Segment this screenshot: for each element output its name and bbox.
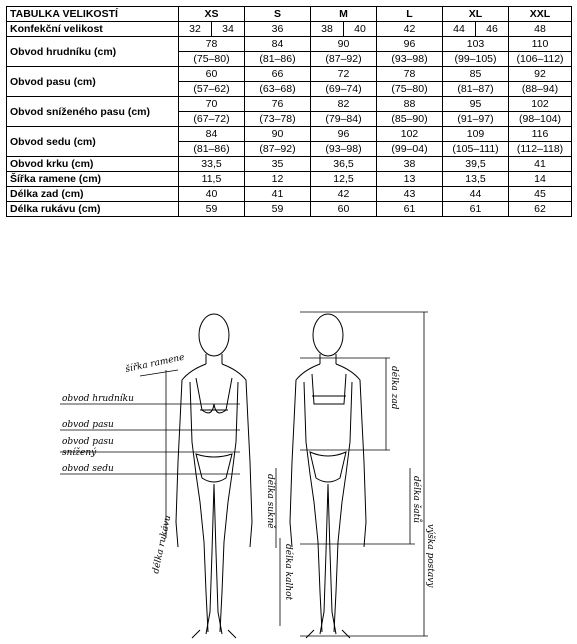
table-row (7, 37, 572, 52)
table-cell: (99–04) (377, 142, 443, 157)
table-cell: 11,5 (179, 172, 245, 187)
table-cell: 102 (377, 127, 443, 142)
split-cell (311, 22, 376, 36)
table-cell (311, 22, 377, 37)
table-cell: (87–92) (245, 142, 311, 157)
table-cell: 66 (245, 67, 311, 82)
size-header-cell: XXL (509, 7, 572, 22)
table-cell: 36 (245, 22, 311, 37)
label-delka-sukne: délka sukně (265, 474, 275, 529)
table-row (7, 172, 572, 187)
table-cell: (85–90) (377, 112, 443, 127)
table-cell: 92 (509, 67, 572, 82)
label-delka-saty: délka šatů (411, 476, 421, 524)
table-cell (179, 22, 245, 37)
table-cell: 33,5 (179, 157, 245, 172)
label-obvod-hrudniku: obvod hrudníku (62, 394, 134, 404)
table-cell: (75–80) (179, 52, 245, 67)
row-label: Obvod sedu (cm) (7, 127, 179, 157)
table-row (7, 157, 572, 172)
table-cell: 116 (509, 127, 572, 142)
table-cell: 12,5 (311, 172, 377, 187)
table-cell-value: 34 (222, 23, 234, 35)
row-label: Obvod sníženého pasu (cm) (7, 97, 179, 127)
table-cell: 41 (245, 187, 311, 202)
row-label: Obvod pasu (cm) (7, 67, 179, 97)
label-delka-kalhot: délka kalhot (283, 544, 293, 601)
table-cell: 59 (245, 202, 311, 217)
size-table (6, 6, 572, 217)
table-cell: 96 (311, 127, 377, 142)
table-cell: (93–98) (377, 52, 443, 67)
label-vyska-postavy: výška postavy (425, 524, 435, 588)
table-cell: 61 (377, 202, 443, 217)
table-cell: 13 (377, 172, 443, 187)
table-cell: 90 (245, 127, 311, 142)
table-cell-value: 40 (354, 23, 366, 35)
row-label: Délka rukávu (cm) (7, 202, 179, 217)
table-cell: 36,5 (311, 157, 377, 172)
table-cell: 42 (377, 22, 443, 37)
table-cell-value: 44 (443, 22, 476, 36)
table-cell: 96 (377, 37, 443, 52)
table-cell: 38 (377, 157, 443, 172)
split-cell (443, 22, 508, 36)
table-cell: (87–92) (311, 52, 377, 67)
back-figure (290, 314, 366, 638)
measurement-labels (62, 352, 436, 601)
table-cell-value: 38 (311, 22, 344, 36)
table-cell: 78 (377, 67, 443, 82)
table-cell: (63–68) (245, 82, 311, 97)
table-cell: 82 (311, 97, 377, 112)
size-header-cell: XL (443, 7, 509, 22)
table-cell: 39,5 (443, 157, 509, 172)
table-cell: (112–118) (509, 142, 572, 157)
table-row (7, 67, 572, 82)
table-cell-value: 32 (179, 22, 212, 36)
table-cell: 60 (311, 202, 377, 217)
table-cell: 60 (179, 67, 245, 82)
table-cell: (105–111) (443, 142, 509, 157)
table-cell: 72 (311, 67, 377, 82)
table-cell: 45 (509, 187, 572, 202)
table-cell: (73–78) (245, 112, 311, 127)
row-label: Obvod hrudníku (cm) (7, 37, 179, 67)
measurement-lines (60, 312, 428, 636)
label-sirka-ramene: šířka ramene (124, 352, 186, 375)
table-cell: 110 (509, 37, 572, 52)
front-figure (176, 314, 252, 638)
size-header-cell: M (311, 7, 377, 22)
table-cell: (93–98) (311, 142, 377, 157)
size-header-cell: XS (179, 7, 245, 22)
table-cell: 90 (311, 37, 377, 52)
table-cell: (57–62) (179, 82, 245, 97)
table-cell: 48 (509, 22, 572, 37)
body-measurement-figure (0, 292, 577, 644)
label-obvod-pasu: obvod pasu (62, 420, 114, 430)
table-cell: 109 (443, 127, 509, 142)
table-cell: 61 (443, 202, 509, 217)
table-cell: 62 (509, 202, 572, 217)
table-cell: (67–72) (179, 112, 245, 127)
table-row (7, 202, 572, 217)
table-row (7, 97, 572, 112)
table-cell: (69–74) (311, 82, 377, 97)
table-cell: 43 (377, 187, 443, 202)
table-cell: (91–97) (443, 112, 509, 127)
table-cell: 41 (509, 157, 572, 172)
row-label: Konfekční velikost (7, 22, 179, 37)
table-title: TABULKA VELIKOSTÍ (7, 7, 179, 22)
table-cell: (81–86) (245, 52, 311, 67)
table-cell: 70 (179, 97, 245, 112)
table-cell: 42 (311, 187, 377, 202)
table-cell: (75–80) (377, 82, 443, 97)
table-cell-value: 46 (486, 23, 498, 35)
table-cell: 13,5 (443, 172, 509, 187)
label-obvod-pasu-snizeny-2: snížený (62, 448, 97, 458)
size-header-cell: S (245, 7, 311, 22)
label-delka-zad: délka zad (389, 366, 399, 410)
table-cell: 78 (179, 37, 245, 52)
table-cell: 88 (377, 97, 443, 112)
table-cell: 35 (245, 157, 311, 172)
row-label: Šířka ramene (cm) (7, 172, 179, 187)
table-cell: 103 (443, 37, 509, 52)
table-header-row (7, 7, 572, 22)
table-row (7, 187, 572, 202)
table-cell: 84 (245, 37, 311, 52)
table-cell: (99–105) (443, 52, 509, 67)
table-cell: 40 (179, 187, 245, 202)
label-delka-rukavu: délka rukávu (151, 514, 174, 575)
table-cell: (81–86) (179, 142, 245, 157)
table-cell: (98–104) (509, 112, 572, 127)
table-cell: 102 (509, 97, 572, 112)
split-cell (179, 22, 244, 36)
label-obvod-pasu-snizeny-1: obvod pasu (62, 437, 114, 447)
table-cell: (79–84) (311, 112, 377, 127)
table-cell: (81–87) (443, 82, 509, 97)
table-cell: 76 (245, 97, 311, 112)
table-cell: 59 (179, 202, 245, 217)
row-label: Délka zad (cm) (7, 187, 179, 202)
table-row (7, 127, 572, 142)
table-cell: 14 (509, 172, 572, 187)
table-cell: 12 (245, 172, 311, 187)
label-obvod-sedu: obvod sedu (62, 464, 114, 474)
table-cell: 44 (443, 187, 509, 202)
table-row (7, 22, 572, 37)
table-cell: (106–112) (509, 52, 572, 67)
table-cell (443, 22, 509, 37)
table-cell: 85 (443, 67, 509, 82)
table-cell: 84 (179, 127, 245, 142)
table-cell: 95 (443, 97, 509, 112)
size-header-cell: L (377, 7, 443, 22)
row-label: Obvod krku (cm) (7, 157, 179, 172)
table-cell: (88–94) (509, 82, 572, 97)
